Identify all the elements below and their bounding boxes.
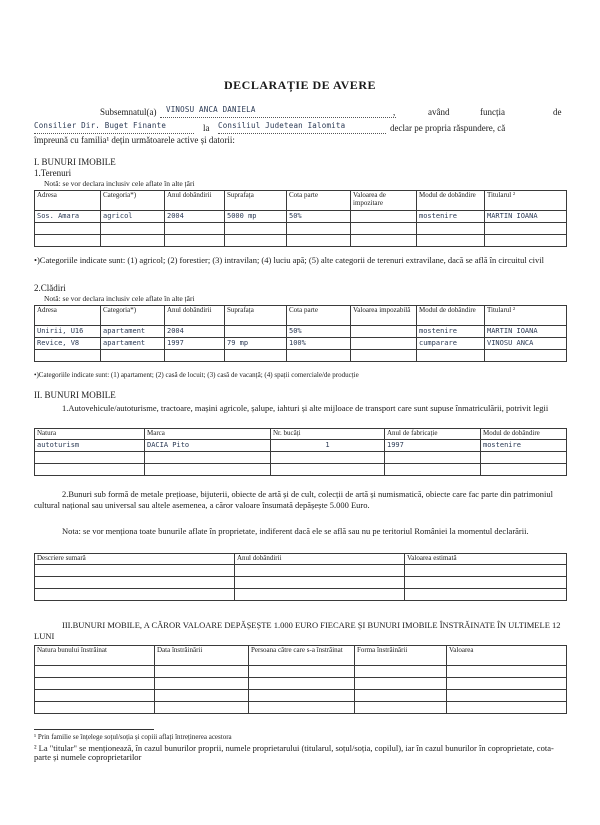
table-cell: 1 — [271, 440, 385, 452]
table-cell: 50% — [287, 211, 351, 223]
table-cell — [351, 338, 417, 350]
intro-declar: declar pe propria răspundere, că — [390, 123, 506, 133]
col-header: Anul dobândirii — [165, 306, 225, 326]
table-cell: mostenire — [481, 440, 567, 452]
table-cell — [225, 223, 287, 235]
table-row — [35, 440, 567, 452]
col-header: Adresa — [35, 191, 101, 211]
table-cell: apartament — [101, 338, 165, 350]
table-cell — [101, 235, 165, 247]
table-header-row — [35, 429, 567, 440]
table-row — [35, 350, 567, 362]
table-cell — [35, 565, 235, 577]
table-cell — [447, 666, 567, 678]
col-header: Persoana către care s-a înstrăinat — [249, 646, 355, 666]
col-header: Natura bunului înstrăinat — [35, 646, 155, 666]
table-cell — [35, 223, 101, 235]
footnote-cladiri-categories: •)Categoriile indicate sunt: (1) apartament; (2) casă de locuit; (3) casă de vacanță; (4) spații comerciale/de producție — [34, 371, 359, 379]
table-cell — [271, 452, 385, 464]
table-row — [35, 464, 567, 476]
col-header: Nr. bucăți — [271, 429, 385, 440]
table-cell — [481, 464, 567, 476]
table-row — [35, 452, 567, 464]
table-cell: Revice, V8 — [35, 338, 101, 350]
table-terenuri — [34, 190, 567, 247]
table-cell: 5000 mp — [225, 211, 287, 223]
table-cell — [405, 577, 567, 589]
table-cell — [405, 565, 567, 577]
table-row — [35, 326, 567, 338]
table-cell — [145, 464, 271, 476]
table-cell: 1997 — [165, 338, 225, 350]
table-cell: mostenire — [417, 326, 485, 338]
note-cladiri: Notă: se vor declara inclusiv cele aflate în alte țări — [44, 294, 195, 303]
intro-line3: împreună cu familia¹ dețin următoarele active și datorii: — [34, 135, 235, 145]
col-header: Modul de dobândire — [417, 191, 485, 211]
table-cell: MARTIN IOANA — [485, 326, 567, 338]
table-row — [35, 338, 567, 350]
table-cell — [35, 666, 155, 678]
subheading-terenuri: 1.Terenuri — [34, 168, 72, 178]
table-row — [35, 211, 567, 223]
table-cell — [271, 464, 385, 476]
table-vehicles — [34, 428, 567, 476]
table-cell — [35, 678, 155, 690]
table-cell — [145, 452, 271, 464]
table-cell — [249, 666, 355, 678]
subheading-cladiri: 2.Clădiri — [34, 283, 66, 293]
table-cell — [447, 678, 567, 690]
table-header-row — [35, 306, 567, 326]
col-header: Marca — [145, 429, 271, 440]
table-row — [35, 565, 567, 577]
table-cell: mostenire — [417, 211, 485, 223]
table-cell — [355, 666, 447, 678]
table-cell: 79 mp — [225, 338, 287, 350]
table-cell — [35, 350, 101, 362]
table-cell: Unirii, U16 — [35, 326, 101, 338]
table-cell: MARTIN IOANA — [485, 211, 567, 223]
col-header: Valoarea estimată — [405, 554, 567, 565]
table-cell — [355, 702, 447, 714]
col-header: Natura — [35, 429, 145, 440]
table-cell — [417, 235, 485, 247]
col-header: Suprafața — [225, 191, 287, 211]
table-cell — [165, 223, 225, 235]
col-header: Suprafața — [225, 306, 287, 326]
table-cell — [447, 702, 567, 714]
col-header: Modul de dobândire — [417, 306, 485, 326]
section-heading-bunuri-imobile: I. BUNURI IMOBILE — [34, 157, 116, 167]
table-cell: 1997 — [385, 440, 481, 452]
table-cell — [351, 350, 417, 362]
col-header: Cota parte — [287, 191, 351, 211]
table-cell — [385, 464, 481, 476]
section-heading-instrainate: III.BUNURI MOBILE, A CĂROR VALOARE DEPĂȘEȘTE 1.000 EURO FIECARE ȘI BUNURI IMOBILE ÎNSTRĂINATE ÎN ULTIMELE 12 LUNI — [34, 620, 561, 641]
table-row — [35, 589, 567, 601]
table-cell — [165, 350, 225, 362]
col-header: Categoria*) — [101, 306, 165, 326]
col-header: Data înstrăinării — [155, 646, 249, 666]
intro-label-subsemnatul: Subsemnatul(a) — [100, 107, 157, 117]
col-header: Valoarea de impozitare — [351, 191, 417, 211]
table-cell — [417, 350, 485, 362]
table-cell — [351, 235, 417, 247]
table-cell — [287, 223, 351, 235]
table-cell — [225, 326, 287, 338]
table-cell: 2004 — [165, 326, 225, 338]
table-cell — [165, 235, 225, 247]
note-terenuri: Notă: se vor declara inclusiv cele aflate în alte țări — [44, 179, 195, 188]
table-header-row — [35, 554, 567, 565]
col-header: Valoarea — [447, 646, 567, 666]
table-cell — [351, 326, 417, 338]
table-cell — [417, 223, 485, 235]
intro-functia: funcția — [480, 107, 505, 117]
document-title: DECLARAȚIE DE AVERE — [224, 78, 376, 92]
table-cell — [35, 577, 235, 589]
table-cell: 100% — [287, 338, 351, 350]
paragraph-vehicles: 1.Autovehicule/autoturisme, tractoare, mașini agricole, șalupe, iahturi și alte mijloace de transport care sunt supuse înmatriculării, potrivit legii — [62, 403, 549, 413]
table-cell — [447, 690, 567, 702]
table-cell — [101, 223, 165, 235]
table-cell — [485, 350, 567, 362]
table-cell — [351, 223, 417, 235]
intro-comma: , — [393, 107, 396, 117]
table-cell — [351, 211, 417, 223]
table-cell — [287, 235, 351, 247]
table-cell — [225, 235, 287, 247]
table-cell — [35, 452, 145, 464]
declarant-institution: Consiliul Judetean Ialomita — [218, 121, 386, 134]
table-row — [35, 690, 567, 702]
table-cell: autoturism — [35, 440, 145, 452]
table-cell — [481, 452, 567, 464]
intro-avand: având — [428, 107, 450, 117]
table-cell — [35, 589, 235, 601]
section-heading-bunuri-mobile: II. BUNURI MOBILE — [34, 390, 116, 400]
col-header: Categoria*) — [101, 191, 165, 211]
footnote-1: ¹ Prin familie se înțelege soțul/soția și copiii aflați întreținerea acestora — [34, 733, 232, 741]
col-header: Anul de fabricație — [385, 429, 481, 440]
table-instrainate — [34, 645, 567, 714]
table-cell — [385, 452, 481, 464]
col-header: Anul dobândirii — [165, 191, 225, 211]
table-cell — [355, 690, 447, 702]
table-cell — [35, 702, 155, 714]
table-cell — [35, 464, 145, 476]
table-cell: DACIA Pito — [145, 440, 271, 452]
table-cell: VINOSU ANCA — [485, 338, 567, 350]
table-row — [35, 678, 567, 690]
col-header: Titularul ² — [485, 191, 567, 211]
table-cell — [405, 589, 567, 601]
table-cell — [249, 690, 355, 702]
table-cell — [249, 678, 355, 690]
table-cell: 2004 — [165, 211, 225, 223]
col-header: Forma înstrăinării — [355, 646, 447, 666]
col-header: Valoarea impozabilă — [351, 306, 417, 326]
table-cell — [101, 350, 165, 362]
intro-de: de — [553, 107, 562, 117]
table-cell — [249, 702, 355, 714]
footnote-terenuri-categories: •)Categoriile indicate sunt: (1) agricol; (2) forestier; (3) intravilan; (4) luciu apă; (5) alte categorii de terenuri extravilane, dacă se află în circuitul civil — [34, 255, 544, 265]
col-header: Descriere sumară — [35, 554, 235, 565]
table-cell: agricol — [101, 211, 165, 223]
table-cell: Sos. Amara — [35, 211, 101, 223]
table-cell — [235, 589, 405, 601]
col-header: Cota parte — [287, 306, 351, 326]
table-cell — [155, 690, 249, 702]
table-cell — [225, 350, 287, 362]
table-row — [35, 235, 567, 247]
col-header: Modul de dobândire — [481, 429, 567, 440]
table-cell — [287, 350, 351, 362]
table-cell: 50% — [287, 326, 351, 338]
table-row — [35, 666, 567, 678]
col-header: Anul dobândirii — [235, 554, 405, 565]
table-header-row — [35, 646, 567, 666]
paragraph-valuables: 2.Bunuri sub formă de metale prețioase, bijuterii, obiecte de artă și de cult, colecții de artă și numismatică, obiecte care fac parte din patrimoniul cultural național sau universal sau altele asemenea, a căror valoare însumată depășește 5.000 Euro. — [34, 489, 553, 510]
table-valuables — [34, 553, 567, 601]
table-cell: apartament — [101, 326, 165, 338]
footnote-2: ² La "titular" se menționează, în cazul bunurilor proprii, numele proprietarului (titularul, soțul/soția, copilul), iar în cazul bunurilor în coproprietate, cota-parte și numele coproprietarilor — [34, 743, 554, 762]
col-header: Titularul ² — [485, 306, 567, 326]
declarant-function: Consilier Dir. Buget Finante — [34, 121, 194, 134]
table-row — [35, 702, 567, 714]
intro-la: la — [203, 123, 210, 133]
table-cell — [485, 235, 567, 247]
table-cell — [235, 577, 405, 589]
col-header: Adresa — [35, 306, 101, 326]
table-cell — [155, 666, 249, 678]
declarant-name: VINOSU ANCA DANIELA — [160, 105, 396, 118]
table-row — [35, 223, 567, 235]
table-cell — [155, 702, 249, 714]
footnote-divider — [34, 729, 154, 730]
table-header-row — [35, 191, 567, 211]
table-row — [35, 577, 567, 589]
paragraph-valuables-note: Nota: se vor menționa toate bunurile aflate în proprietate, indiferent dacă ele se află sau nu pe teritoriul României la momentul declarării. — [62, 526, 529, 536]
table-cell: cumparare — [417, 338, 485, 350]
table-cladiri — [34, 305, 567, 362]
table-cell — [35, 690, 155, 702]
table-cell — [35, 235, 101, 247]
table-cell — [235, 565, 405, 577]
table-cell — [485, 223, 567, 235]
table-cell — [155, 678, 249, 690]
table-cell — [355, 678, 447, 690]
